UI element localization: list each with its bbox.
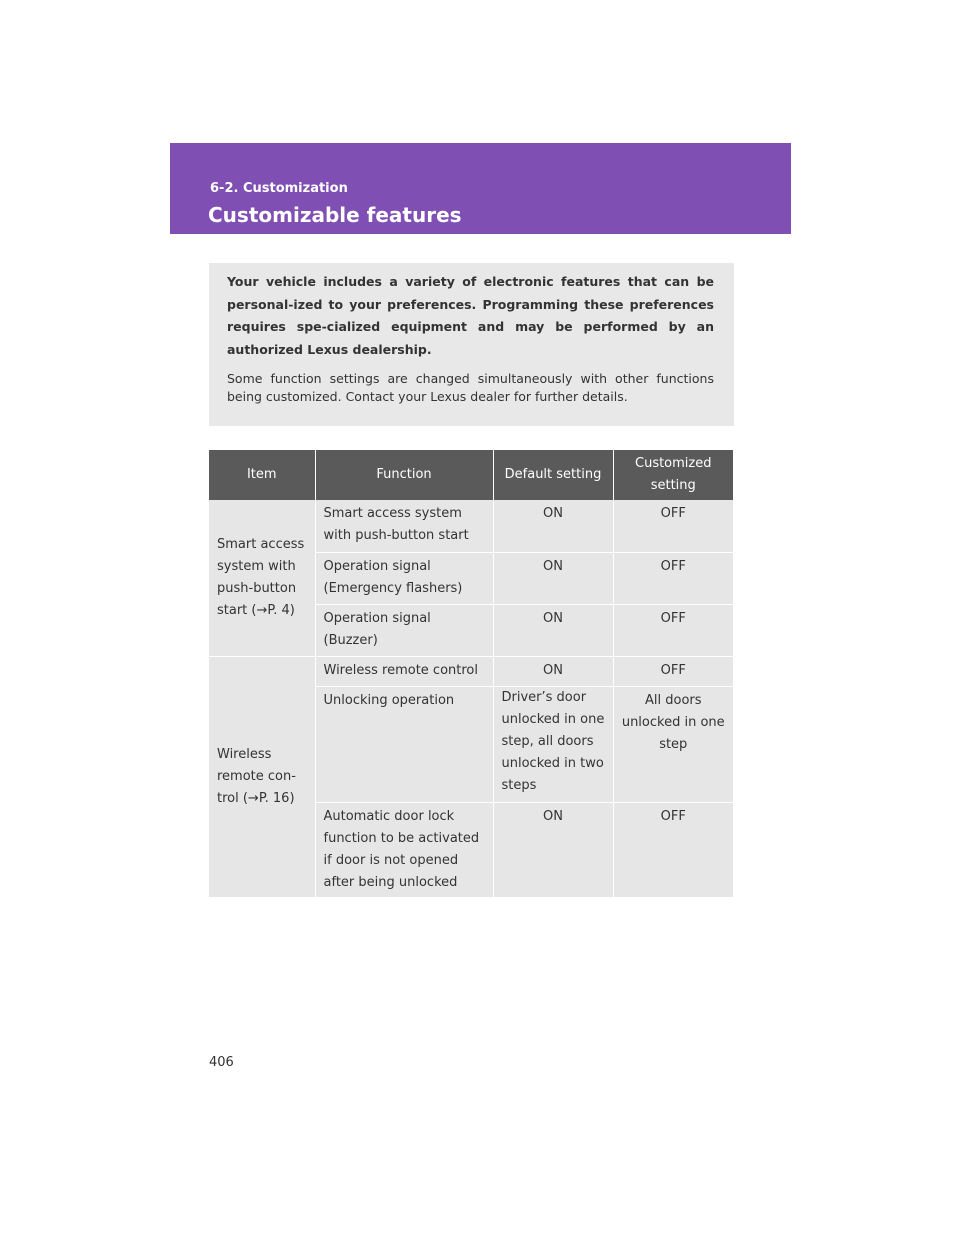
function-cell: Wireless remote control xyxy=(315,656,493,686)
function-cell: Operation signal (Emergency flashers) xyxy=(315,552,493,604)
function-cell: Automatic door lock function to be activated if door is not opened after being unlocked xyxy=(315,802,493,897)
default-cell: ON xyxy=(493,802,613,897)
item-cell: Smart access system with push-button start (→P. 4) xyxy=(209,500,315,656)
table-header-row xyxy=(209,450,733,500)
default-cell: ON xyxy=(493,604,613,656)
customized-cell: OFF xyxy=(613,500,733,552)
column-header-customized: Customized setting xyxy=(613,450,733,500)
item-cell: Wireless remote con-trol (→P. 16) xyxy=(209,656,315,897)
function-cell: Unlocking operation xyxy=(315,686,493,802)
customized-cell: OFF xyxy=(613,604,733,656)
default-cell: Driver’s door unlocked in one step, all doors unlocked in two steps xyxy=(493,686,613,802)
intro-normal-text: Some function settings are changed simultaneously with other functions being customized. Contact your Lexus dealer for further details. xyxy=(227,371,714,404)
intro-bold-text: Your vehicle includes a variety of electronic features that can be personal-ized to your preferences. Programming these preferences requires spe-cialized equipment and may be performed by an authorized Lexus dealership. xyxy=(227,274,714,357)
default-cell: ON xyxy=(493,500,613,552)
page-title: Customizable features xyxy=(208,203,462,227)
page-number: 406 xyxy=(209,1055,234,1070)
customizable-features-table xyxy=(209,450,733,898)
section-label: 6-2. Customization xyxy=(210,181,348,196)
function-cell: Smart access system with push-button start xyxy=(315,500,493,552)
column-header-default: Default setting xyxy=(493,450,613,500)
intro-box xyxy=(209,263,734,426)
column-header-function: Function xyxy=(315,450,493,500)
customized-cell: OFF xyxy=(613,656,733,686)
table-row xyxy=(209,656,733,686)
column-header-item: Item xyxy=(209,450,315,500)
default-cell: ON xyxy=(493,656,613,686)
customized-cell: OFF xyxy=(613,552,733,604)
customized-cell: OFF xyxy=(613,802,733,897)
section-header xyxy=(170,143,791,234)
default-cell: ON xyxy=(493,552,613,604)
function-cell: Operation signal (Buzzer) xyxy=(315,604,493,656)
customized-cell: All doors unlocked in one step xyxy=(613,686,733,802)
table-row xyxy=(209,500,733,552)
